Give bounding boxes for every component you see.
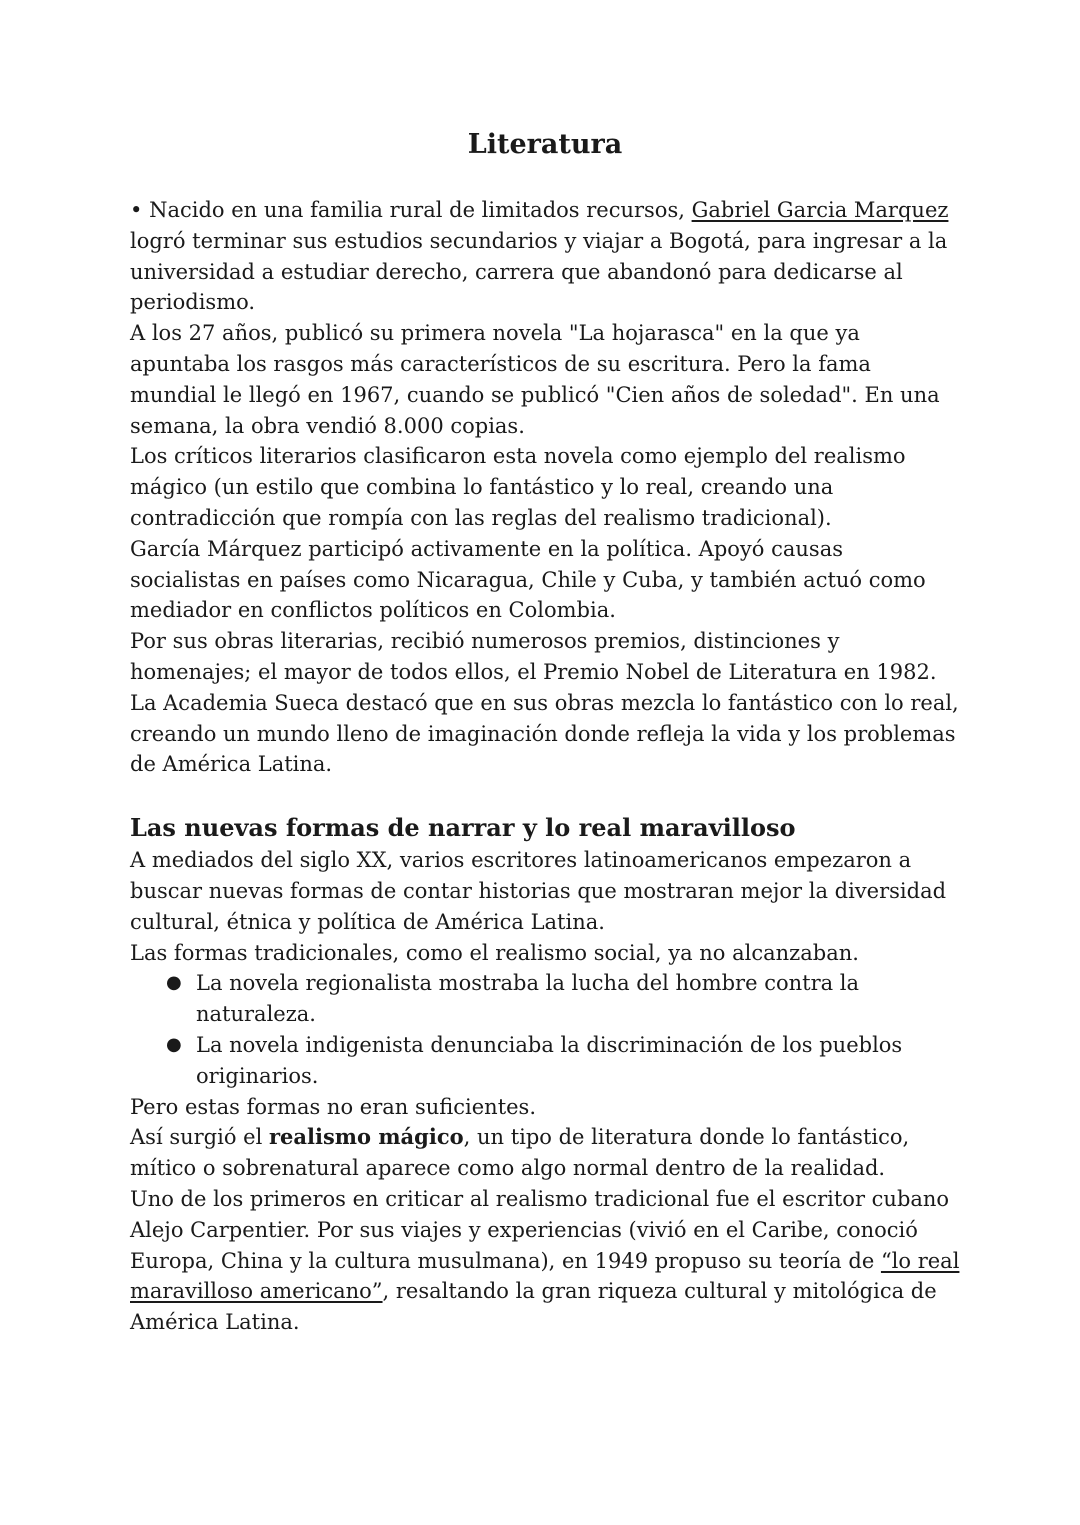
- paragraph-first-novel: A los 27 años, publicó su primera novela "La hojarasca" en la que ya apuntaba los rasgos más característicos de su escritura. Pero la fama mundial le llegó en 1967, cuando se publicó "Cien años de soledad". En una semana, la obra vendió 8.000 copias.: [130, 321, 940, 438]
- paragraph-politics: García Márquez participó activamente en la política. Apoyó causas socialistas en países como Nicaragua, Chile y Cuba, y también actuó como mediador en conflictos políticos en Colombia.: [130, 536, 926, 623]
- paragraph-critics: Los críticos literarios clasificaron esta novela como ejemplo del realismo mágico (un estilo que combina lo fantástico y lo real, creando una contradicción que rompía con las reglas del realismo tradicional).: [130, 444, 906, 530]
- page-title: Literatura: [467, 129, 623, 160]
- paragraph-intro: [130, 195, 960, 318]
- bullet-icon: ●: [166, 1033, 182, 1055]
- paragraph-new-forms: A mediados del siglo XX, varios escritores latinoamericanos empezaron a buscar nuevas formas de contar historias que mostraran mejor la diversidad cultural, étnica y política de América Latina.: [130, 848, 947, 934]
- paragraph-not-enough: Pero estas formas no eran suficientes.: [130, 1094, 537, 1119]
- author-link[interactable]: Gabriel Garcia Marquez: [691, 198, 949, 222]
- paragraph-text: logró terminar sus estudios secundarios y viajar a Bogotá, para ingresar a la universidad a estudiar derecho, carrera que abandonó para dedicarse al periodismo.: [130, 228, 948, 315]
- document-page: [130, 123, 960, 1338]
- paragraph-text: Así surgió el: [130, 1125, 269, 1150]
- paragraph-magic-realism: [130, 1122, 960, 1184]
- paragraph-text: , un tipo de literatura donde lo fantástico, mítico o sobrenatural aparece como algo normal dentro de la realidad.: [130, 1125, 910, 1181]
- list-item-text: La novela indigenista denunciaba la discriminación de los pueblos originarios.: [196, 1032, 903, 1088]
- section-gap: [130, 780, 960, 811]
- bold-term: realismo mágico: [268, 1124, 464, 1150]
- paragraph-text: Nacido en una familia rural de limitados recursos,: [142, 198, 692, 222]
- list-item: [130, 968, 960, 1030]
- paragraph-carpentier: [130, 1184, 960, 1338]
- list-item: [130, 1030, 960, 1092]
- bullet-icon: ●: [166, 972, 182, 994]
- bullet-symbol: •: [130, 198, 143, 222]
- paragraph-awards: Por sus obras literarias, recibió numerosos premios, distinciones y homenajes; el mayor de todos ellos, el Premio Nobel de Literatura en 1982. La Academia Sueca destacó que en sus obras mezcla lo fantástico con lo real, creando un mundo lleno de imaginación donde refleja la vida y los problemas de América Latina.: [130, 629, 959, 777]
- section-heading: Las nuevas formas de narrar y lo real maravilloso: [130, 813, 796, 843]
- forms-list: [130, 968, 960, 1091]
- list-item-text: La novela regionalista mostraba la lucha del hombre contra la naturaleza.: [196, 971, 860, 1027]
- theory-link[interactable]: “lo real maravilloso americano”: [130, 1248, 960, 1304]
- paragraph-text: Uno de los primeros en criticar al realismo tradicional fue el escritor cubano Alejo Carpentier. Por sus viajes y experiencias (vivió en el Caribe, conoció Europa, China y la cultura musulmana), en 1949 propuso su teoría de: [130, 1186, 950, 1273]
- paragraph-text: , resaltando la gran riqueza cultural y mitológica de América Latina.: [130, 1279, 937, 1335]
- paragraph-traditional-forms: Las formas tradicionales, como el realismo social, ya no alcanzaban.: [130, 940, 859, 965]
